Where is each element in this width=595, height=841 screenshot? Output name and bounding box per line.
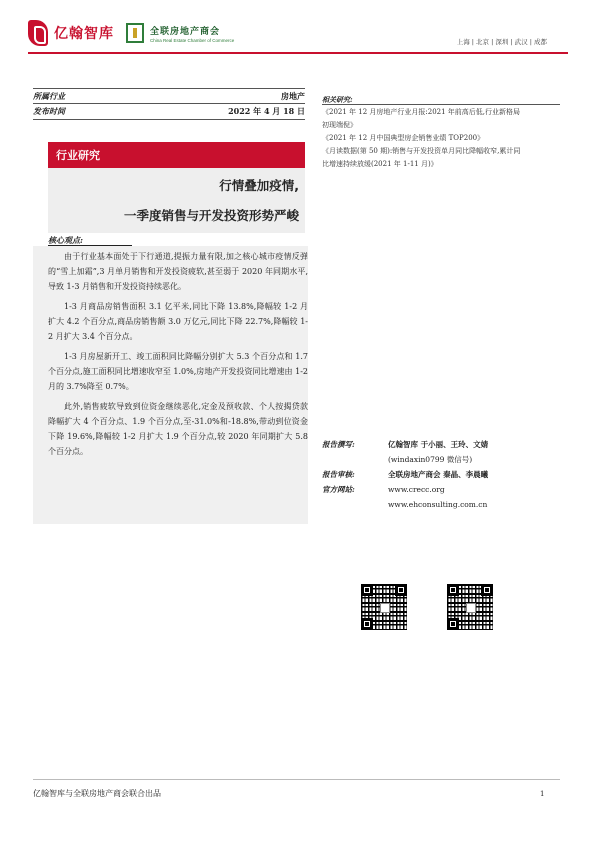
- website-row-2: [322, 497, 572, 512]
- related-research-list: [322, 106, 522, 171]
- date-value: 2022 年 4 月 18 日: [228, 106, 305, 116]
- core-paragraph-2: 1-3 月商品房销售面积 3.1 亿平米,同比下降 13.8%,降幅较 1-2 月扩大 4.2 个百分点,商品房销售额 3.0 万亿元,同比下降 22.7%,降幅较 1-2 月扩大 3.4 个百分点。: [48, 302, 308, 341]
- report-type-bar: [48, 142, 305, 168]
- partner-logo-cn: 全联房地产商会: [150, 26, 221, 37]
- header-divider: [28, 52, 568, 54]
- partner-logo-en: China Real Estate Chamber of Commerce: [150, 37, 235, 43]
- crecc-logo-icon: [126, 23, 144, 43]
- reviewer-value: 全联房地产商会 秦晶、李晨曦: [388, 470, 489, 479]
- industry-label: 所属行业: [33, 91, 65, 101]
- core-paragraph-4: 此外,销售疲软导致到位资金继续恶化,定金及预收款、个人按揭贷款降幅扩大 4 个百分点、1.9 个百分点,至-31.0%和-18.8%,带动到位资金下降 19.6%,降幅较 1-2 月扩大 1.9 个百分点,较 2020 年同期扩大 5.8 个百分点。: [48, 402, 308, 456]
- writer-row: [322, 437, 572, 452]
- title-line-2: 一季度销售与开发投资形势严峻: [123, 208, 299, 223]
- related-research-label: 相关研究:: [322, 95, 353, 104]
- qr-code-icon: [360, 583, 408, 631]
- date-row: [33, 106, 305, 117]
- ehconsulting-logo-icon: [28, 20, 48, 46]
- date-label: 发布时间: [33, 106, 65, 116]
- header-logos: [28, 20, 234, 46]
- writer-label: 报告撰写:: [322, 440, 355, 449]
- wechat-row: [322, 452, 572, 467]
- related-item-3[interactable]: 《月读数据(第 50 期):销售与开发投资单月同比降幅收窄,累计同比增速持续放缓(2021 年 1-11 月)》: [322, 147, 521, 168]
- core-paragraph-3: 1-3 月房屋新开工、竣工面积同比降幅分别扩大 5.3 个百分点和 1.7 个百分点,施工面积同比增速收窄至 1.0%,房地产开发投资同比增速由 1-2 月的 3.7%降至 0.7%。: [48, 352, 308, 391]
- office-cities: 上海 | 北京 | 深圳 | 武汉 | 成都: [456, 38, 547, 46]
- industry-value: 房地产: [281, 91, 305, 101]
- meta-bottom-rule: [33, 119, 305, 120]
- title-box: [48, 168, 305, 233]
- qr-code-icon: [446, 583, 494, 631]
- core-viewpoints-body: [48, 249, 308, 464]
- core-viewpoints-label: 核心观点:: [48, 235, 83, 245]
- meta-top-rule: [33, 88, 305, 89]
- brand-logo-text: 亿翰智库: [54, 26, 114, 42]
- writer-value: 亿翰智库 于小丽、王玲、文婧: [388, 440, 489, 449]
- wechat-id: (windaxin0799 微信号): [388, 455, 473, 464]
- footer-credit: 亿翰智库与全联房地产商会联合出品: [33, 789, 161, 798]
- website-row: [322, 482, 572, 497]
- website-link-crecc[interactable]: www.crecc.org: [388, 485, 445, 494]
- report-type: 行业研究: [56, 149, 100, 162]
- meta-mid-rule: [33, 103, 305, 104]
- website-label: 官方网站:: [322, 485, 355, 494]
- authors-block: [322, 437, 572, 512]
- title-line-1: 行情叠加疫情,: [219, 178, 299, 193]
- related-item-1[interactable]: 《2021 年 12 月房地产行业月报:2021 年前高后低,行业新格局初现端倪》: [322, 108, 521, 129]
- core-paragraph-1: 由于行业基本面处于下行通道,提振力量有限,加之核心城市疫情反弹的“雪上加霜”,3 月单月销售和开发投资疲软,甚至弱于 2020 年同期水平,导致 1-3 月销售和开发投资持续恶化。: [48, 252, 308, 291]
- reviewer-row: [322, 467, 572, 482]
- footer-divider: [33, 779, 560, 780]
- related-research-rule: [322, 104, 560, 105]
- related-item-2[interactable]: 《2021 年 12 月中国典型房企销售业绩 TOP200》: [322, 134, 485, 142]
- reviewer-label: 报告审核:: [322, 470, 355, 479]
- website-link-ehconsulting[interactable]: www.ehconsulting.com.cn: [388, 500, 488, 509]
- partner-logo: [150, 24, 234, 43]
- industry-row: [33, 91, 305, 102]
- page-number: 1: [540, 790, 545, 798]
